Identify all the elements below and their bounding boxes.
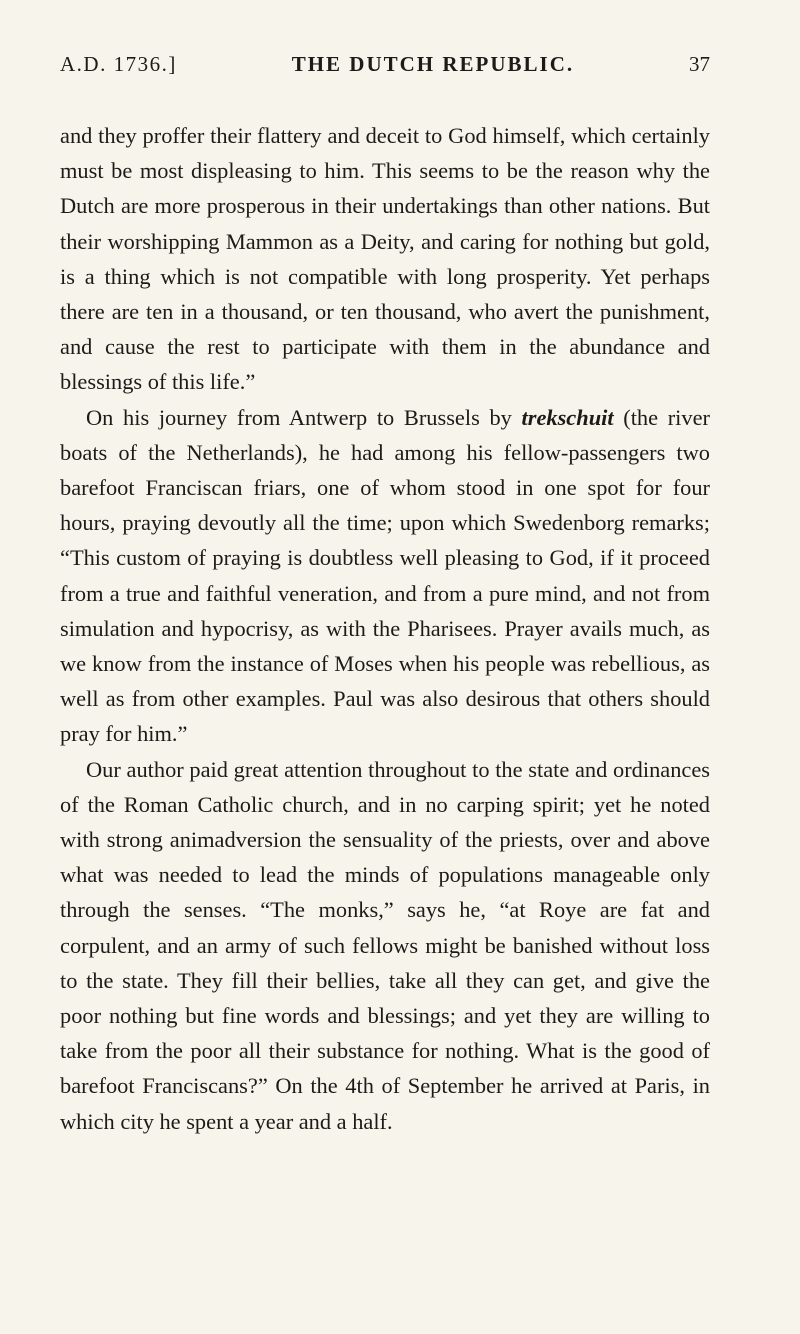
paragraph — [60, 118, 710, 400]
paragraph-text: Our author paid great attention throughout to the state and ordinances of the Roman Catholic church, and in no carping spirit; yet he noted with strong animadversion the sensuality of the priests, over and above what was needed to lead the minds of populations manageable only through the senses. “The monks,” says he, “at Roye are fat and corpulent, and an army of such fellows might be banished without loss to the state. They fill their bellies, take all they can get, and give the poor nothing but fine words and blessings; and yet they are willing to take from the poor all their substance for nothing. What is the good of barefoot Franciscans?” On the 4th of September he arrived at Paris, in which city he spent a year and a half. — [60, 756, 710, 1134]
paragraph-text: and they proffer their flattery and deceit to God himself, which certainly must be most displeasing to him. This seems to be the reason why the Dutch are more prosperous in their undertakings than other nations. But their worshipping Mammon as a Deity, and caring for nothing but gold, is a thing which is not compatible with long prosperity. Yet perhaps there are ten in a thousand, or ten thousand, who avert the punishment, and cause the rest to participate with them in the abundance and blessings of this life.” — [60, 123, 710, 395]
paragraph-text: On his journey from Antwerp to Brussels by — [86, 404, 522, 430]
paragraph-text: (the river boats of the Netherlands), he had among his fellow-passengers two barefoot Franciscan friars, one of whom stood in one spot for four hours, praying devoutly all the time; upon which Swedenborg remarks; “This custom of praying is doubtless well pleasing to God, if it proceed from a true and faithful veneration, and from a pure mind, and not from simulation and hypocrisy, as with the Pharisees. Prayer avails much, as we know from the instance of Moses when his people was rebellious, as well as from other examples. Paul was also desirous that others should pray for him.” — [60, 404, 710, 747]
body-text — [60, 118, 710, 1139]
paragraph — [60, 400, 710, 752]
italic-term: trekschuit — [521, 404, 614, 430]
running-head — [60, 52, 710, 92]
page-number: 37 — [689, 52, 710, 76]
paragraph — [60, 752, 710, 1139]
header-title: THE DUTCH REPUBLIC. — [291, 52, 575, 76]
header-date: A.D. 1736.] — [60, 52, 177, 76]
